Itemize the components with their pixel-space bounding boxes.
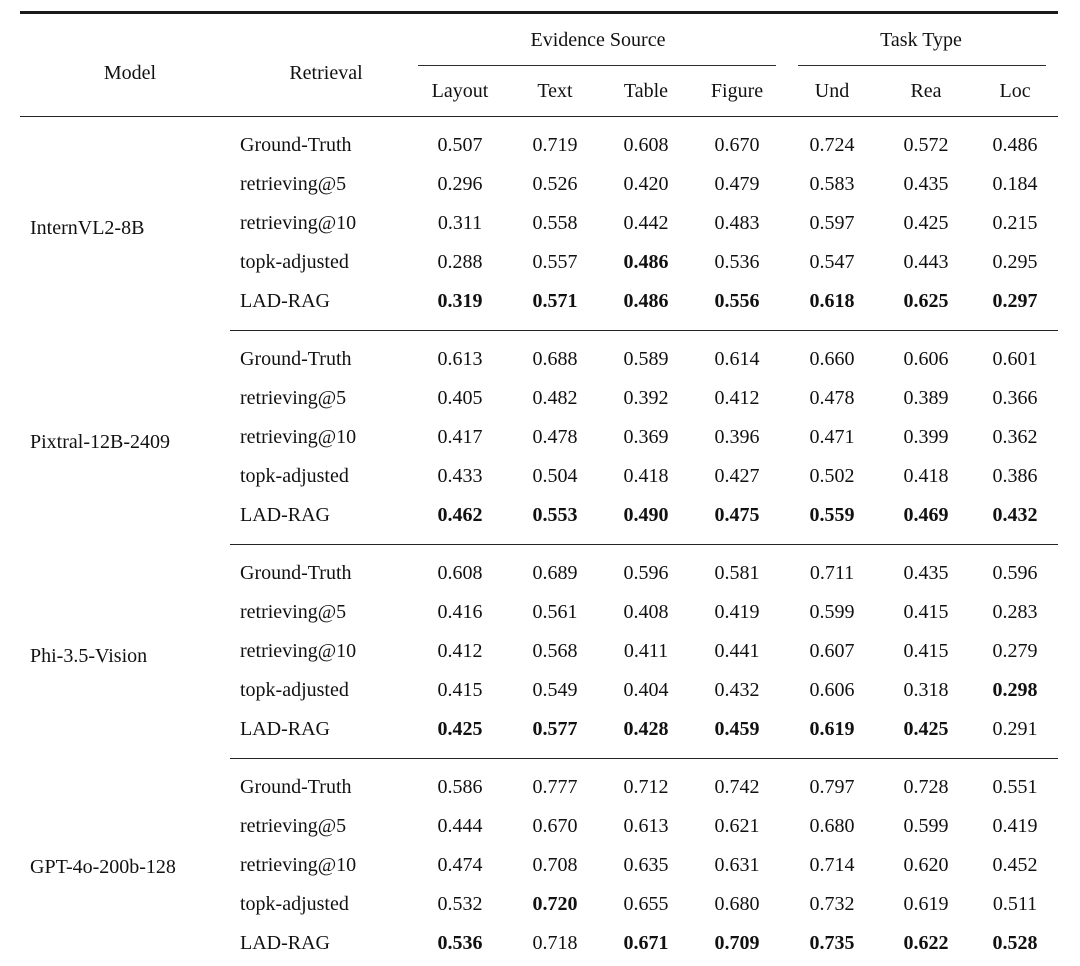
metric-value: 0.425 [412, 710, 508, 759]
metric-value: 0.688 [532, 348, 578, 370]
metric-value: 0.469 [880, 496, 972, 545]
metric-value: 0.291 [972, 710, 1058, 759]
metric-value: 0.478 [809, 387, 855, 409]
metric-value: 0.556 [690, 282, 784, 331]
metric-value: 0.415 [903, 640, 949, 662]
metric-value: 0.608 [437, 562, 483, 584]
metric-value: 0.296 [437, 173, 483, 195]
retrieval-method: LAD-RAG [230, 282, 412, 331]
metric-value: 0.561 [532, 601, 578, 623]
metric-value: 0.607 [809, 640, 855, 662]
metric-value: 0.362 [992, 426, 1038, 448]
metric-value: 0.392 [623, 387, 669, 409]
metric-value: 0.708 [532, 854, 578, 876]
metric-value: 0.619 [903, 893, 949, 915]
metric-value: 0.720 [532, 893, 578, 915]
column-header-model: Model [20, 13, 230, 117]
column-header-figure: Figure [690, 66, 784, 117]
metric-value: 0.572 [903, 134, 949, 156]
metric-value: 0.526 [532, 173, 578, 195]
metric-value: 0.418 [623, 465, 669, 487]
metric-value: 0.184 [992, 173, 1038, 195]
metric-value: 0.571 [508, 282, 602, 331]
metric-value: 0.655 [623, 893, 669, 915]
metric-value: 0.504 [532, 465, 578, 487]
metric-value: 0.618 [784, 282, 880, 331]
metric-value: 0.680 [714, 893, 760, 915]
metric-value: 0.405 [437, 387, 483, 409]
metric-value: 0.614 [714, 348, 760, 370]
model-name: Pixtral-12B-2409 [30, 430, 170, 453]
model-name: InternVL2-8B [30, 216, 145, 239]
metric-value: 0.557 [532, 251, 578, 273]
metric-value: 0.581 [714, 562, 760, 584]
metric-value: 0.660 [809, 348, 855, 370]
results-table-page [0, 11, 1080, 966]
metric-value: 0.369 [623, 426, 669, 448]
metric-value: 0.441 [714, 640, 760, 662]
metric-value: 0.435 [903, 173, 949, 195]
metric-value: 0.412 [714, 387, 760, 409]
column-header-text: Text [508, 66, 602, 117]
retrieval-method: retrieving@5 [240, 387, 347, 409]
metric-value: 0.536 [437, 932, 483, 954]
metric-value: 0.635 [623, 854, 669, 876]
metric-value: 0.589 [623, 348, 669, 370]
metric-value: 0.620 [903, 854, 949, 876]
metric-value: 0.408 [623, 601, 669, 623]
metric-value: 0.386 [992, 465, 1038, 487]
metric-value: 0.415 [903, 601, 949, 623]
metric-value: 0.425 [903, 212, 949, 234]
retrieval-method: retrieving@5 [240, 601, 347, 623]
metric-value: 0.568 [532, 640, 578, 662]
metric-value: 0.742 [714, 776, 760, 798]
table-header [20, 13, 1058, 117]
metric-value: 0.475 [690, 496, 784, 545]
metric-value: 0.625 [880, 282, 972, 331]
table-body [20, 117, 1058, 966]
metric-value: 0.711 [809, 562, 855, 584]
retrieval-method: retrieving@5 [240, 173, 347, 195]
retrieval-method: topk-adjusted [240, 679, 349, 701]
metric-value: 0.621 [714, 815, 760, 837]
metric-value: 0.433 [437, 465, 483, 487]
retrieval-method: retrieving@10 [240, 212, 357, 234]
evidence-source-rule [418, 65, 776, 66]
metric-value: 0.613 [623, 815, 669, 837]
task-type-label: Task Type [880, 28, 962, 51]
metric-value: 0.416 [437, 601, 483, 623]
metric-value: 0.714 [809, 854, 855, 876]
metric-value: 0.419 [714, 601, 760, 623]
table-row [20, 331, 1058, 380]
metric-value: 0.389 [903, 387, 949, 409]
metric-value: 0.719 [532, 134, 578, 156]
retrieval-method: LAD-RAG [230, 710, 412, 759]
metric-value: 0.670 [532, 815, 578, 837]
metric-value: 0.417 [437, 426, 483, 448]
metric-value: 0.631 [714, 854, 760, 876]
retrieval-method: topk-adjusted [240, 465, 349, 487]
metric-value: 0.404 [623, 679, 669, 701]
table-row [20, 759, 1058, 808]
metric-value: 0.735 [809, 932, 855, 954]
metric-value: 0.596 [623, 562, 669, 584]
column-group-task-type [784, 13, 1058, 67]
metric-value: 0.709 [714, 932, 760, 954]
metric-value: 0.471 [809, 426, 855, 448]
metric-value: 0.298 [992, 679, 1038, 701]
table-row [20, 545, 1058, 594]
metric-value: 0.474 [437, 854, 483, 876]
metric-value: 0.288 [437, 251, 483, 273]
metric-value: 0.486 [992, 134, 1038, 156]
metric-value: 0.671 [623, 932, 669, 954]
metric-value: 0.420 [623, 173, 669, 195]
column-header-rea: Rea [880, 66, 972, 117]
column-header-loc: Loc [972, 66, 1058, 117]
metric-value: 0.577 [508, 710, 602, 759]
metric-value: 0.444 [437, 815, 483, 837]
metric-value: 0.319 [412, 282, 508, 331]
retrieval-method: retrieving@10 [240, 426, 357, 448]
metric-value: 0.606 [809, 679, 855, 701]
metric-value: 0.318 [903, 679, 949, 701]
column-header-table: Table [602, 66, 690, 117]
metric-value: 0.412 [437, 640, 483, 662]
metric-value: 0.311 [437, 212, 483, 234]
metric-value: 0.427 [714, 465, 760, 487]
metric-value: 0.486 [602, 282, 690, 331]
metric-value: 0.608 [623, 134, 669, 156]
metric-value: 0.528 [992, 932, 1038, 954]
metric-value: 0.599 [809, 601, 855, 623]
metric-value: 0.297 [972, 282, 1058, 331]
metric-value: 0.215 [992, 212, 1038, 234]
metric-value: 0.601 [992, 348, 1038, 370]
metric-value: 0.425 [880, 710, 972, 759]
metric-value: 0.549 [532, 679, 578, 701]
metric-value: 0.670 [714, 134, 760, 156]
column-header-layout: Layout [412, 66, 508, 117]
retrieval-method: LAD-RAG [230, 496, 412, 545]
task-type-rule [798, 65, 1046, 66]
table-row [20, 117, 1058, 166]
retrieval-method: retrieving@10 [240, 640, 357, 662]
metric-value: 0.619 [784, 710, 880, 759]
metric-value: 0.490 [602, 496, 690, 545]
metric-value: 0.583 [809, 173, 855, 195]
metric-value: 0.415 [437, 679, 483, 701]
metric-value: 0.283 [992, 601, 1038, 623]
metric-value: 0.586 [437, 776, 483, 798]
metric-value: 0.596 [992, 562, 1038, 584]
retrieval-method: topk-adjusted [240, 893, 349, 915]
retrieval-method: Ground-Truth [240, 134, 352, 156]
metric-value: 0.366 [992, 387, 1038, 409]
metric-value: 0.680 [809, 815, 855, 837]
metric-value: 0.553 [508, 496, 602, 545]
metric-value: 0.511 [992, 893, 1038, 915]
metric-value: 0.689 [532, 562, 578, 584]
metric-value: 0.486 [623, 251, 669, 273]
metric-value: 0.507 [437, 134, 483, 156]
metric-value: 0.712 [623, 776, 669, 798]
model-name: Phi-3.5-Vision [30, 644, 148, 667]
metric-value: 0.613 [437, 348, 483, 370]
retrieval-method: Ground-Truth [240, 348, 352, 370]
metric-value: 0.432 [714, 679, 760, 701]
results-table [20, 11, 1058, 966]
retrieval-method: LAD-RAG [240, 932, 330, 954]
metric-value: 0.279 [992, 640, 1038, 662]
metric-value: 0.428 [602, 710, 690, 759]
metric-value: 0.479 [714, 173, 760, 195]
model-name: GPT-4o-200b-128 [30, 856, 176, 879]
metric-value: 0.443 [903, 251, 949, 273]
metric-value: 0.478 [532, 426, 578, 448]
metric-value: 0.435 [903, 562, 949, 584]
metric-value: 0.411 [623, 640, 669, 662]
metric-value: 0.532 [437, 893, 483, 915]
metric-value: 0.459 [690, 710, 784, 759]
retrieval-method: Ground-Truth [240, 776, 352, 798]
metric-value: 0.536 [714, 251, 760, 273]
metric-value: 0.606 [903, 348, 949, 370]
metric-value: 0.452 [992, 854, 1038, 876]
metric-value: 0.732 [809, 893, 855, 915]
metric-value: 0.418 [903, 465, 949, 487]
metric-value: 0.797 [809, 776, 855, 798]
metric-value: 0.558 [532, 212, 578, 234]
metric-value: 0.462 [412, 496, 508, 545]
metric-value: 0.599 [903, 815, 949, 837]
metric-value: 0.483 [714, 212, 760, 234]
metric-value: 0.295 [992, 251, 1038, 273]
metric-value: 0.559 [784, 496, 880, 545]
metric-value: 0.728 [903, 776, 949, 798]
metric-value: 0.597 [809, 212, 855, 234]
column-header-und: Und [784, 66, 880, 117]
metric-value: 0.399 [903, 426, 949, 448]
retrieval-method: retrieving@10 [240, 854, 357, 876]
metric-value: 0.777 [532, 776, 578, 798]
column-header-retrieval: Retrieval [230, 13, 412, 117]
metric-value: 0.432 [972, 496, 1058, 545]
metric-value: 0.622 [903, 932, 949, 954]
metric-value: 0.442 [623, 212, 669, 234]
metric-value: 0.396 [714, 426, 760, 448]
metric-value: 0.419 [992, 815, 1038, 837]
metric-value: 0.724 [809, 134, 855, 156]
retrieval-method: Ground-Truth [240, 562, 352, 584]
retrieval-method: topk-adjusted [240, 251, 349, 273]
column-group-evidence-source [412, 13, 784, 67]
metric-value: 0.482 [532, 387, 578, 409]
metric-value: 0.547 [809, 251, 855, 273]
metric-value: 0.718 [532, 932, 578, 954]
metric-value: 0.551 [992, 776, 1038, 798]
retrieval-method: retrieving@5 [240, 815, 347, 837]
evidence-source-label: Evidence Source [530, 28, 666, 51]
metric-value: 0.502 [809, 465, 855, 487]
